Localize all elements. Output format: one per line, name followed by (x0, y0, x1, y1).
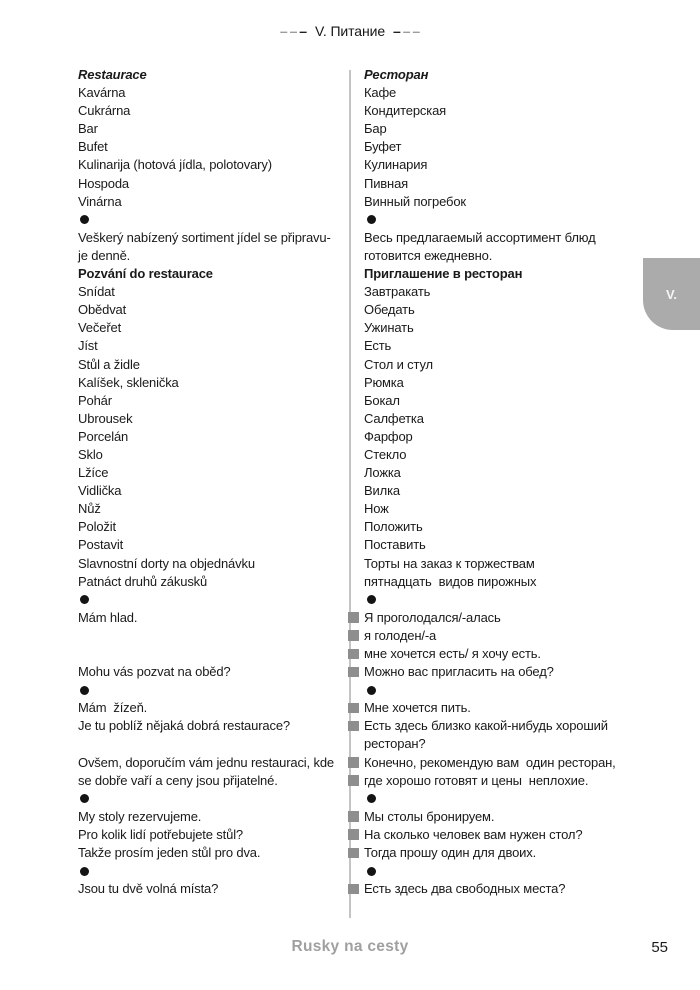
phrase-row (0, 627, 700, 645)
phrase-row (0, 573, 700, 591)
phrase-row (0, 862, 700, 880)
czech-phrase: Ubrousek (78, 410, 133, 426)
answer-marker-square-icon (348, 649, 359, 660)
phrase-row (0, 500, 700, 518)
phrase-row (0, 265, 700, 283)
russian-phrase: Есть (364, 338, 392, 354)
czech-phrase: My stoly rezervujeme. (78, 808, 202, 824)
czech-phrase: Pro kolik lidí potřebujete stůl? (78, 826, 244, 842)
answer-marker-square-icon (348, 630, 359, 641)
russian-phrase: Приглашение в ресторан (364, 266, 523, 282)
czech-phrase: Kavárna (78, 85, 126, 101)
phrase-row (0, 826, 700, 844)
russian-phrase: Салфетка (364, 410, 424, 426)
russian-phrase: Есть здесь близко какой-нибудь хороший (364, 718, 608, 734)
czech-phrase: Jíst (78, 338, 98, 354)
russian-phrase: Стекло (364, 446, 407, 462)
russian-phrase: Мне хочется пить. (364, 700, 471, 716)
russian-phrase: Нож (364, 501, 389, 517)
russian-phrase: Вилка (364, 483, 400, 499)
phrase-row (0, 790, 700, 808)
russian-phrase: Обедать (364, 302, 415, 318)
dash-ornament: – (289, 23, 298, 39)
dash-ornament: – (402, 23, 411, 39)
phrase-row (0, 410, 700, 428)
russian-phrase: Бар (364, 121, 387, 137)
russian-phrase: Положить (364, 519, 423, 535)
phrase-row (0, 319, 700, 337)
russian-phrase: Рюмка (364, 374, 404, 390)
phrase-row (0, 283, 700, 301)
russian-phrase: Кафе (364, 85, 397, 101)
bullet-icon (367, 794, 376, 803)
phrase-row (0, 102, 700, 120)
bullet-icon (367, 595, 376, 604)
czech-phrase: Stůl a židle (78, 356, 140, 372)
russian-phrase: Завтракать (364, 284, 431, 300)
czech-phrase: Položit (78, 519, 116, 535)
czech-phrase: Porcelán (78, 428, 129, 444)
phrase-row (0, 536, 700, 554)
russian-phrase: Винный погребок (364, 193, 466, 209)
phrase-row (0, 663, 700, 681)
phrase-row (0, 735, 700, 753)
phrase-row (0, 555, 700, 573)
russian-phrase: где хорошо готовят и цены неплохие. (364, 772, 589, 788)
phrase-row (0, 247, 700, 265)
phrase-row (0, 717, 700, 735)
phrase-row (0, 772, 700, 790)
czech-phrase: Vidlička (78, 483, 122, 499)
phrase-row (0, 356, 700, 374)
russian-phrase: Тогда прошу один для двоих. (364, 845, 537, 861)
phrase-row (0, 156, 700, 174)
czech-phrase: Mohu vás pozvat na oběd? (78, 664, 231, 680)
bullet-icon (80, 215, 89, 224)
phrase-row (0, 808, 700, 826)
russian-phrase: я голоден/-а (364, 627, 437, 643)
bullet-icon (80, 867, 89, 876)
chapter-title: V. Питание (314, 23, 386, 39)
czech-phrase: Vinárna (78, 193, 122, 209)
phrase-row (0, 645, 700, 663)
chapter-thumb-tab-label: V. (665, 286, 678, 302)
czech-phrase: Pohár (78, 392, 112, 408)
phrase-row (0, 428, 700, 446)
russian-phrase: Я проголодался/-алась (364, 609, 501, 625)
answer-marker-square-icon (348, 703, 359, 714)
czech-phrase: Postavit (78, 537, 124, 553)
czech-phrase: Takže prosím jeden stůl pro dva. (78, 845, 261, 861)
russian-phrase: На сколько человек вам нужен стол? (364, 826, 583, 842)
chapter-header (0, 23, 700, 39)
phrase-row (0, 681, 700, 699)
czech-phrase: Obědvat (78, 302, 127, 318)
answer-marker-square-icon (348, 667, 359, 678)
czech-phrase: Hospoda (78, 175, 129, 191)
czech-phrase: Lžíce (78, 465, 109, 481)
czech-phrase: Večeřet (78, 320, 122, 336)
russian-phrase: Торты на заказ к торжествам (364, 555, 535, 571)
answer-marker-square-icon (348, 829, 359, 840)
czech-phrase: Kalíšek, sklenička (78, 374, 179, 390)
answer-marker-square-icon (348, 612, 359, 623)
bullet-icon (80, 794, 89, 803)
russian-phrase: пятнадцать видов пирожных (364, 573, 537, 589)
phrase-row (0, 120, 700, 138)
russian-phrase: Поставить (364, 537, 426, 553)
czech-phrase: je denně. (78, 247, 131, 263)
czech-phrase: Mám žízeň. (78, 700, 148, 716)
czech-phrase: Nůž (78, 501, 101, 517)
phrase-row (0, 138, 700, 156)
czech-phrase: Je tu poblíž nějaká dobrá restaurace? (78, 718, 290, 734)
russian-phrase: Кондитерская (364, 103, 447, 119)
phrase-row (0, 880, 700, 898)
phrase-row (0, 66, 700, 84)
bullet-icon (367, 867, 376, 876)
czech-phrase: Pozvání do restaurace (78, 266, 213, 282)
russian-phrase: Есть здесь два свободных места? (364, 881, 566, 897)
phrase-row (0, 337, 700, 355)
russian-phrase: Кулинария (364, 157, 428, 173)
dash-ornament: – (299, 23, 307, 39)
czech-phrase: Restaurace (78, 67, 147, 82)
answer-marker-square-icon (348, 848, 359, 859)
bullet-icon (367, 686, 376, 695)
czech-phrase: Ovšem, doporučím vám jednu restauraci, kde (78, 754, 334, 770)
dash-ornament: – (393, 23, 401, 39)
phrase-row (0, 482, 700, 500)
czech-phrase: Patnáct druhů zákusků (78, 573, 208, 589)
dash-ornament: – (412, 23, 421, 39)
phrase-row (0, 374, 700, 392)
russian-phrase: Ресторан (364, 67, 429, 82)
russian-phrase: Бокал (364, 392, 400, 408)
russian-phrase: Мы столы бронируем. (364, 808, 495, 824)
russian-phrase: ресторан? (364, 736, 426, 752)
answer-marker-square-icon (348, 884, 359, 895)
phrase-row (0, 84, 700, 102)
czech-phrase: Kulinarija (hotová jídla, polotovary) (78, 157, 272, 173)
russian-phrase: Можно вас пригласить на обед? (364, 664, 554, 680)
dash-ornament: – (279, 23, 288, 39)
russian-phrase: Фарфор (364, 428, 413, 444)
czech-phrase: Bar (78, 121, 98, 137)
phrase-rows (0, 66, 700, 898)
phrase-row (0, 844, 700, 862)
russian-phrase: Весь предлагаемый ассортимент блюд (364, 229, 596, 245)
phrase-row (0, 392, 700, 410)
czech-phrase: Mám hlad. (78, 609, 138, 625)
phrase-row (0, 754, 700, 772)
bullet-icon (80, 595, 89, 604)
phrase-row (0, 518, 700, 536)
russian-phrase: мне хочется есть/ я хочу есть. (364, 646, 541, 661)
phrase-row (0, 301, 700, 319)
czech-phrase: Veškerý nabízený sortiment jídel se připravu- (78, 229, 331, 245)
answer-marker-square-icon (348, 811, 359, 822)
phrase-row (0, 211, 700, 229)
phrase-row (0, 229, 700, 247)
czech-phrase: Cukrárna (78, 103, 131, 119)
answer-marker-square-icon (348, 757, 359, 768)
phrase-row (0, 591, 700, 609)
phrase-row (0, 699, 700, 717)
russian-phrase: Стол и стул (364, 356, 433, 372)
russian-phrase: готовится ежедневно. (364, 247, 493, 263)
answer-marker-square-icon (348, 775, 359, 786)
phrase-row (0, 609, 700, 627)
chapter-thumb-tab (643, 258, 700, 330)
phrase-row (0, 193, 700, 211)
bullet-icon (80, 686, 89, 695)
book-title-footer: Rusky na cesty (291, 938, 409, 955)
czech-phrase: Sklo (78, 446, 103, 462)
czech-phrase: Jsou tu dvě volná místa? (78, 881, 219, 897)
russian-phrase: Пивная (364, 175, 409, 191)
russian-phrase: Ужинать (364, 320, 414, 336)
czech-phrase: se dobře vaří a ceny jsou přijatelné. (78, 772, 278, 788)
phrase-row (0, 464, 700, 482)
czech-phrase: Slavnostní dorty na objednávku (78, 555, 255, 571)
russian-phrase: Буфет (364, 139, 402, 155)
russian-phrase: Конечно, рекомендую вам один ресторан, (364, 754, 616, 770)
bullet-icon (367, 215, 376, 224)
phrase-row (0, 175, 700, 193)
czech-phrase: Snídat (78, 284, 115, 300)
russian-phrase: Ложка (364, 465, 401, 481)
czech-phrase: Bufet (78, 139, 108, 155)
phrase-row (0, 446, 700, 464)
answer-marker-square-icon (348, 721, 359, 732)
page-number: 55 (651, 939, 668, 956)
